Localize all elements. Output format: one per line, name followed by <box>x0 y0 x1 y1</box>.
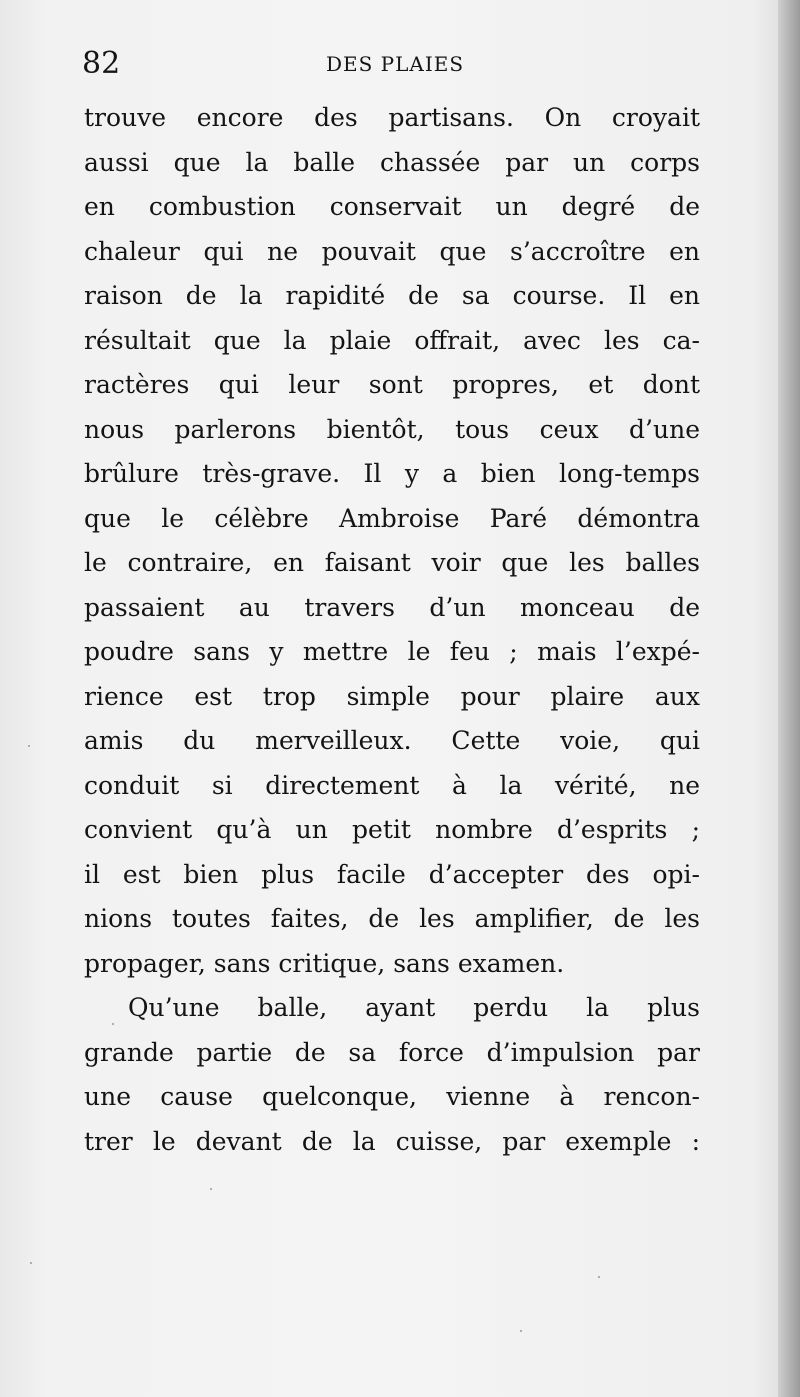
text-line: le contraire, en faisant voir que les balles <box>84 548 700 577</box>
body-text <box>84 96 700 1164</box>
text-line: poudre sans y mettre le feu ; mais l’expé- <box>84 637 700 666</box>
text-line: résultait que la plaie offrait, avec les ca- <box>84 325 700 355</box>
paper-speck <box>28 745 30 747</box>
text-line: raison de la rapidité de sa course. Il en <box>84 281 700 310</box>
paper-speck <box>30 1262 32 1264</box>
text-line: que le célèbre Ambroise Paré démontra <box>84 503 700 533</box>
page-edge-shadow <box>778 0 800 1397</box>
text-line: chaleur qui ne pouvait que s’accroître en <box>84 236 700 266</box>
text-line: en combustion conservait un degré de <box>84 192 700 221</box>
text-line: amis du merveilleux. Cette voie, qui <box>84 726 700 755</box>
paper-speck <box>598 1276 600 1278</box>
page-number: 82 <box>82 46 121 81</box>
paper-speck <box>210 1188 212 1190</box>
running-head: DES PLAIES <box>325 52 465 76</box>
paragraph-start-line: Qu’une balle, ayant perdu la plus <box>128 993 700 1022</box>
text-line: trouve encore des partisans. On croyait <box>84 103 700 132</box>
text-line: brûlure très-grave. Il y a bien long-temps <box>84 459 700 488</box>
text-line: nions toutes faites, de les amplifier, de les <box>84 904 700 933</box>
text-line: trer le devant de la cuisse, par exemple : <box>84 1126 700 1156</box>
text-line: convient qu’à un petit nombre d’esprits ; <box>84 815 700 844</box>
text-line: il est bien plus facile d’accepter des opi- <box>84 859 700 889</box>
text-line: nous parlerons bientôt, tous ceux d’une <box>84 414 700 444</box>
paper-speck <box>112 1023 114 1025</box>
text-line: rience est trop simple pour plaire aux <box>84 681 700 711</box>
text-line: passaient au travers d’un monceau de <box>84 592 700 622</box>
text-line: ractères qui leur sont propres, et dont <box>84 370 700 399</box>
text-line: conduit si directement à la vérité, ne <box>84 770 700 800</box>
paper-speck <box>520 1330 522 1332</box>
paragraph-end-line: propager, sans critique, sans examen. <box>84 948 565 978</box>
text-line: aussi que la balle chassée par un corps <box>84 147 700 177</box>
text-line: une cause quelconque, vienne à rencon- <box>84 1082 700 1111</box>
text-line: grande partie de sa force d’impulsion par <box>84 1037 700 1067</box>
